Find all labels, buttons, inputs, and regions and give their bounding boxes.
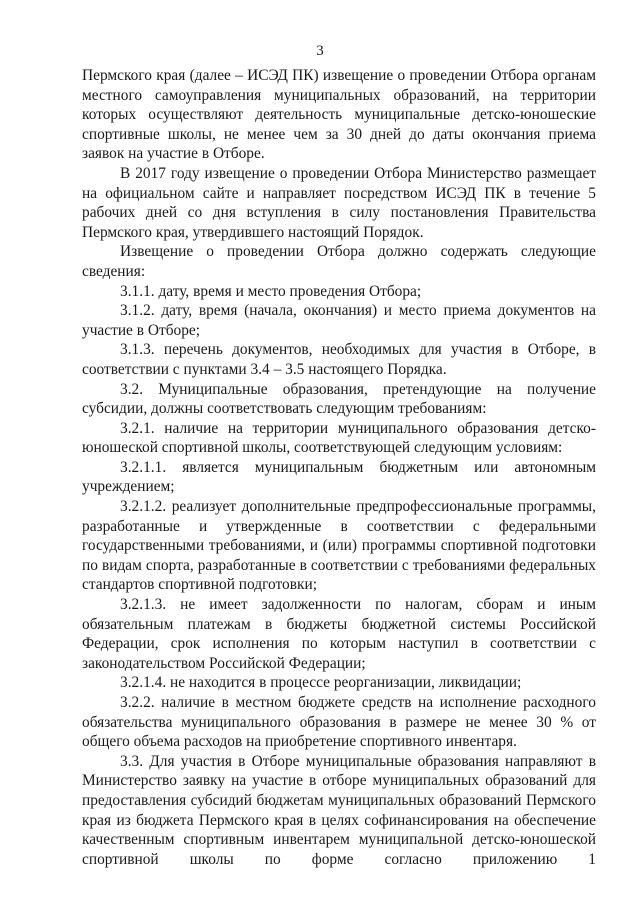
paragraph-notice-contents-intro: Извещение о проведении Отбора должно содержать следующие сведения: [82,243,596,280]
clause-3-2-1-1: 3.2.1.1. является муниципальным бюджетным или автономным учреждением; [82,458,596,496]
clause-3-2-2: 3.2.2. наличие в местном бюджете средств на исполнение расходного обязательства муниципального образования в размере не менее 30 % от общего объема расходов на приобретение спортивного инвентаря. [82,694,596,751]
clause-3-3: 3.3. Для участия в Отборе муниципальные образования направляют в Министерство заявку на участие в отборе муниципальных образований для предоставления субсидий бюджетам муниципальных образований Пермского края из бюджета Пермского края в целях софинансирования на обеспечение качественным спортивным инвентарем муниципальной детско-юношеской спортивной школы по форме согласно приложению 1 [82,752,596,868]
clause-3-2: 3.2. Муниципальные образования, претендующие на получение субсидии, должны соответствовать следующим требованиям: [82,380,596,418]
clause-3-1-3: 3.1.3. перечень документов, необходимых для участия в Отборе, в соответствии с пунктами 3.4 – 3.5 настоящего Порядка. [82,341,596,378]
page-number: 3 [316,43,324,59]
clause-3-1-1: 3.1.1. дату, время и место проведения Отбора; [120,282,422,300]
paragraph-notice-distribution: Пермского края (далее – ИСЭД ПК) извещение о проведении Отбора органам местного самоуправления муниципальных образований, на территории которых осуществляют деятельность муниципальные детско-юношеские спортивные школы, не менее чем за 30 дней до даты окончания приема заявок на участие в Отборе. [82,67,596,163]
clause-3-2-1-4: 3.2.1.4. не находится в процессе реорганизации, ликвидации; [120,674,522,692]
paragraph-2017-notice: В 2017 году извещение о проведении Отбора Министерство размещает на официальном сайте и направляет посредством ИСЭД ПК в течение 5 рабочих дней со дня вступления в силу постановления Правительства Пермского края, утвердившего настоящий Порядок. [82,164,596,241]
clause-3-2-1-3: 3.2.1.3. не имеет задолженности по налогам, сборам и иным обязательным платежам в бюджеты бюджетной системы Российской Федерации, срок исполнения по которым наступил в соответствии с законодательством Российской Федерации; [82,596,596,672]
clause-3-2-1: 3.2.1. наличие на территории муниципального образования детско-юношеской спортивной школы, соответствующей следующим условиям: [82,419,596,457]
document-body [82,66,596,869]
clause-3-2-1-2: 3.2.1.2. реализует дополнительные предпрофессиональные программы, разработанные и утвержденные в соответствии с федеральными государственными требованиями, и (или) программы спортивной подготовки по видам спорта, разработанные в соответствии с требованиями федеральных стандартов спортивной подготовки; [82,498,596,594]
clause-3-1-2: 3.1.2. дату, время (начала, окончания) и место приема документов на участие в Отборе; [82,302,596,339]
